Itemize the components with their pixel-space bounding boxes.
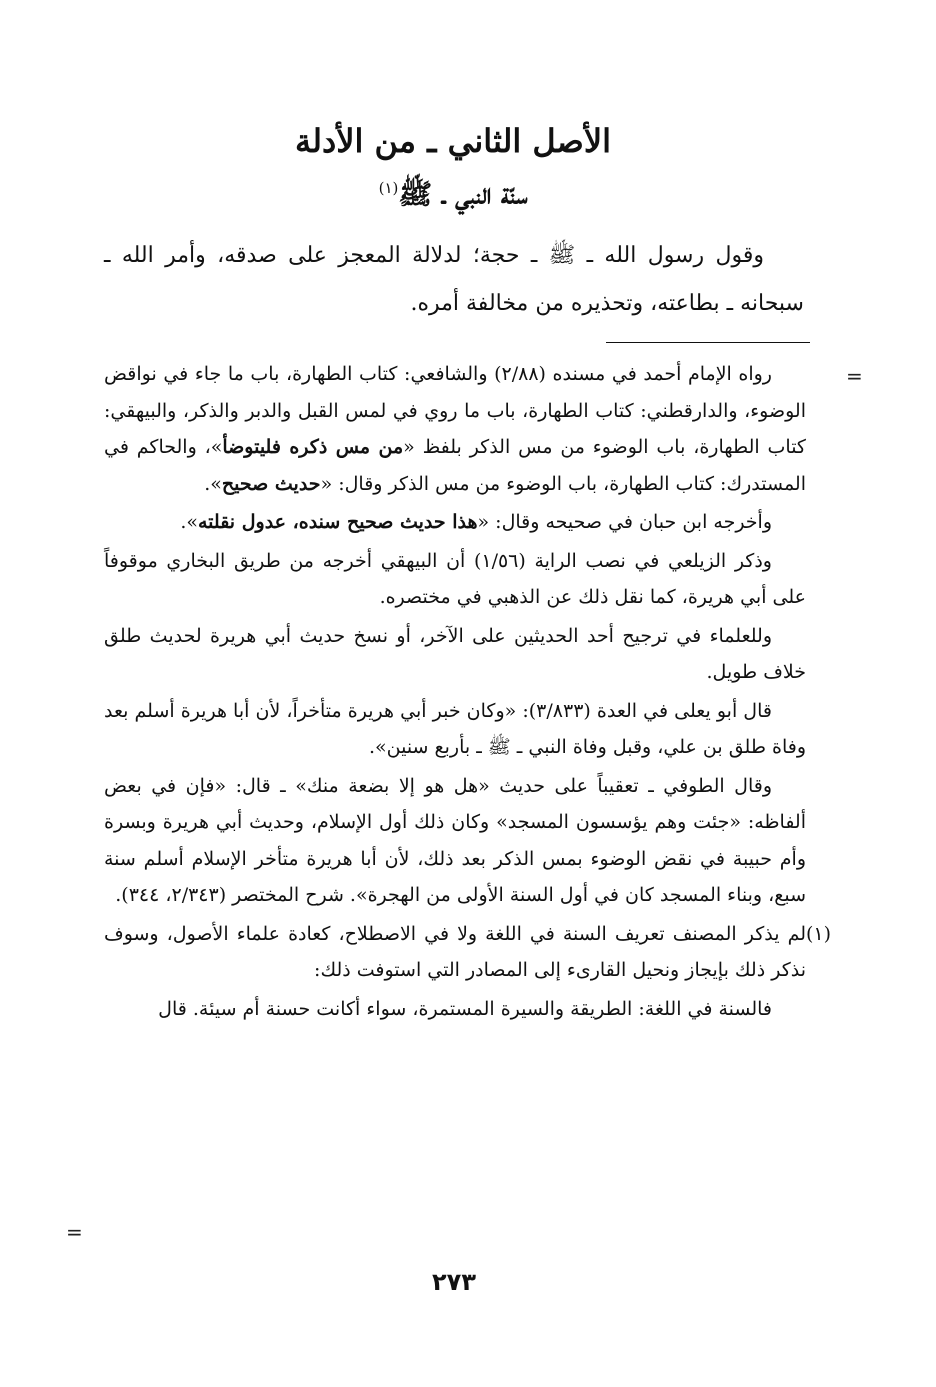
page-title: الأصل الثاني ـ من الأدلة (295, 122, 611, 160)
note-text: »، والحاكم في المستدرك: كتاب الطهارة، باب الوضوء من مس الذكر وقال: « (104, 436, 806, 495)
note-paragraph-1 (104, 356, 806, 502)
footnote-number: (١) (806, 922, 832, 945)
subtitle-footnote-ref: (١) (378, 179, 399, 197)
note-text: رواه الإمام أحمد في مسنده (٢/٨٨) والشافعي: كتاب الطهارة، باب ما جاء في نواقض الوضوء، والدارقطني: كتاب الطهارة، باب ما روي في لمس القبل والدبر والذكر، والبيهقي: كتاب الطهارة، باب الوضوء من مس الذكر بلفظ « (104, 363, 806, 458)
footnotes-section (104, 356, 832, 1029)
note-paragraph-2 (104, 504, 806, 541)
note-text: وأخرجه ابن حبان في صحيحه وقال: « (477, 511, 772, 533)
footnote-1-continued: فالسنة في اللغة: الطريقة والسيرة المستمرة، سواء أكانت حسنة أم سيئة. قال (158, 997, 772, 1020)
page-subtitle (0, 166, 936, 216)
footnote-text: لم يذكر المصنف تعريف السنة في اللغة ولا في الاصطلاح، كعادة علماء الأصول، وسوف نذكر ذلك بإيجاز ونحيل القارىء إلى المصادر التي استوفت ذلك: (104, 922, 806, 981)
note-paragraph-6: وقال الطوفي ـ تعقيباً على حديث «هل هو إلا بضعة منك» ـ قال: «فإن في بعض ألفاظه: «جئت وهم يؤسسون المسجد» وكان ذلك أول الإسلام، وحديث أبي هريرة وبسرة وأم حبيبة في نقض الوضوء بمس الذكر بعد ذلك، لأن أبا هريرة متأخر الإسلام أسلم سنة سبع، وبناء المسجد كان في أول السنة الأولى من الهجرة». شرح المختصر (٢/٣٤٣، ٣٤٤). (104, 774, 806, 906)
note-text: ». (180, 511, 198, 533)
footnote-separator (606, 342, 810, 343)
note-text: ». (204, 472, 222, 495)
page-number: ٢٧٣ (432, 1268, 476, 1296)
subtitle-text: سنّة النبي ـ ﷺ (398, 177, 528, 211)
note-paragraph-4: وللعلماء في ترجيح أحد الحديثين على الآخر، أو نسخ حديث أبي هريرة لحديث طلق خلاف طويل. (104, 624, 806, 683)
intro-paragraph: وقول رسول الله ـ ﷺ ـ حجة؛ لدلالة المعجز على صدقه، وأمر الله ـ سبحانه ـ بطاعته، وتحذيره من مخالفة أمره. (104, 243, 804, 316)
note-paragraph-3: وذكر الزيلعي في نصب الراية (١/٥٦) أن البيهقي أخرجه من طريق البخاري موقوفاً على أبي هريرة، كما نقل ذلك عن الذهبي في مختصره. (104, 549, 806, 608)
continuation-mark-top: = (846, 364, 863, 388)
note-quote-bold: هذا حديث صحيح سنده، عدول نقلته (197, 511, 478, 533)
footnote-1 (104, 916, 832, 989)
continuation-mark-bottom: = (66, 1220, 83, 1244)
note-quote-bold: من مس ذكره فليتوضأ (222, 436, 404, 458)
note-quote-bold: حديث صحيح (221, 472, 321, 495)
note-paragraph-5: قال أبو يعلى في العدة (٣/٨٣٣): «وكان خبر أبي هريرة متأخراً، لأن أبا هريرة أسلم بعد وفاة طلق بن علي، وقبل وفاة النبي ـ ﷺ ـ بأربع سنين». (104, 699, 806, 758)
